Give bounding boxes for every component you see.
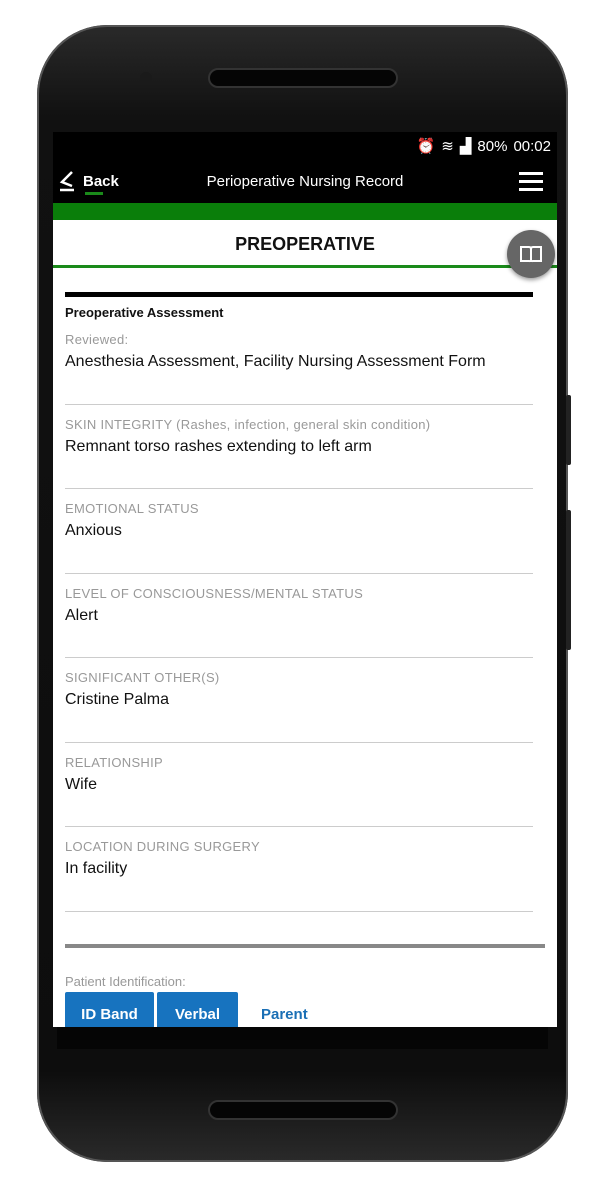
alarm-icon: ⏰ (416, 138, 436, 155)
field-value: Anxious (65, 522, 122, 539)
earpiece (208, 68, 398, 88)
patient-id-options (65, 992, 533, 1028)
hamburger-menu-icon[interactable] (519, 172, 543, 196)
screen (53, 132, 557, 1027)
page-title: Perioperative Nursing Record (206, 173, 404, 190)
field-value: Wife (65, 775, 97, 793)
id-band-button[interactable]: ID Band (65, 992, 154, 1028)
field-label: LEVEL OF CONSCIOUSNESS/MENTAL STATUS (65, 585, 364, 601)
field-skin-integrity[interactable] (65, 405, 533, 490)
volume-button (566, 395, 571, 465)
field-value: Anesthesia Assessment, Facility Nursing Assessment Form (65, 353, 486, 370)
patient-id-label: Patient Identification: (65, 973, 186, 989)
nav-bar (57, 1027, 548, 1049)
field-label: RELATIONSHIP (65, 754, 163, 770)
section-title: PREOPERATIVE (53, 220, 557, 268)
book-button[interactable] (507, 230, 555, 278)
field-value: Cristine Palma (65, 691, 170, 708)
section-divider (65, 292, 533, 297)
clock: 00:02 (513, 137, 551, 155)
field-value: Remnant torso rashes extending to left arm (65, 437, 372, 455)
field-relationship[interactable] (65, 743, 533, 828)
subheading: Preoperative Assessment (65, 305, 224, 320)
bottom-speaker (208, 1100, 398, 1120)
field-significant-other[interactable] (65, 658, 533, 743)
wifi-icon: ≋ (441, 138, 454, 155)
field-label: Reviewed: (65, 332, 129, 347)
signal-icon: ▟ (459, 138, 472, 155)
field-label: SKIN INTEGRITY (Rashes, infection, general skin condition) (65, 416, 431, 432)
camera (140, 72, 152, 84)
status-bar (53, 132, 557, 160)
app-header (53, 160, 557, 203)
field-value: Alert (65, 606, 98, 624)
field-consciousness[interactable] (65, 574, 533, 659)
field-label: LOCATION DURING SURGERY (65, 839, 260, 854)
verbal-button[interactable]: Verbal (157, 992, 238, 1028)
grey-divider (65, 944, 545, 948)
field-label: EMOTIONAL STATUS (65, 501, 199, 516)
power-button (566, 510, 571, 650)
field-location[interactable] (65, 827, 533, 912)
battery-percent: 80% (477, 137, 508, 155)
field-value: In facility (65, 860, 128, 877)
field-reviewed[interactable] (65, 320, 533, 405)
parent-button[interactable]: Parent (261, 1006, 308, 1023)
green-bar (53, 203, 557, 220)
book-icon (519, 244, 543, 264)
field-emotional-status[interactable] (65, 489, 533, 574)
field-label: SIGNIFICANT OTHER(S) (65, 670, 220, 685)
back-label: Back (83, 172, 119, 190)
